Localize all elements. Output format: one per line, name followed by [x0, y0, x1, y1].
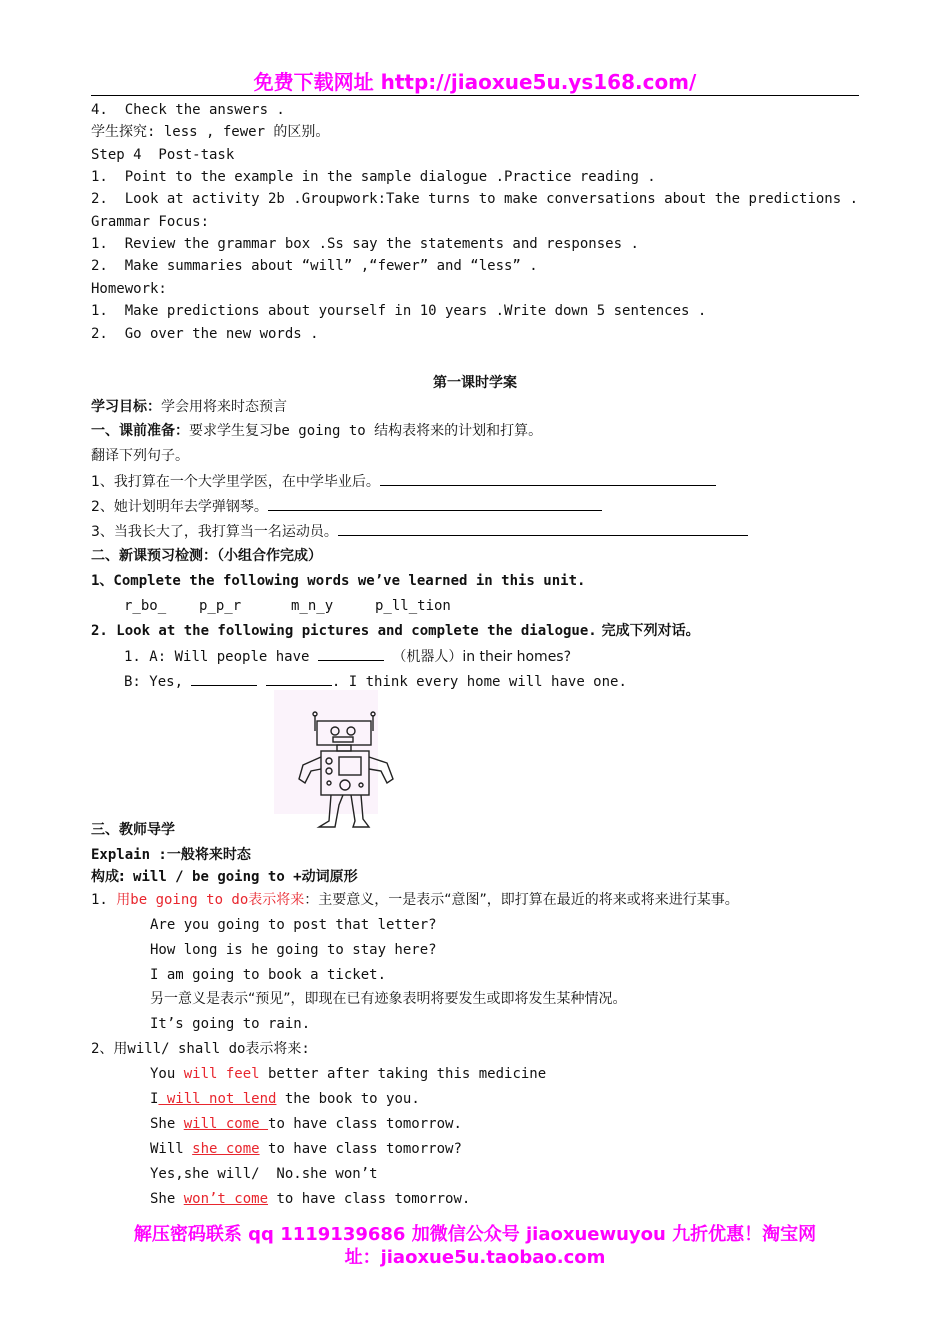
- text-line: 2. Go over the new words .: [91, 326, 319, 342]
- text-line: 1. Make predictions about yourself in 10 years .Write down 5 sentences .: [91, 303, 707, 319]
- second-meaning: 另一意义是表示“预见”，即现在已有迹象表明将要发生或即将发生某种情况。: [150, 991, 627, 1007]
- answer-blank[interactable]: [318, 646, 384, 661]
- text-line: 2. Look at activity 2b .Groupwork:Take turns to make conversations about the predictions .: [91, 191, 859, 207]
- word-blank: m_n_y: [291, 598, 334, 614]
- prep-text: 要求学生复习be going to 结构表将来的计划和打算。: [189, 423, 543, 439]
- example-sentence: She will come to have class tomorrow.: [150, 1116, 462, 1132]
- text-line: Step 4 Post-task: [91, 147, 235, 163]
- answer-blank[interactable]: [266, 671, 332, 686]
- text-line: Grammar Focus:: [91, 214, 210, 230]
- text-line: Homework:: [91, 281, 167, 297]
- translate-item: 3、当我长大了，我打算当一名运动员。: [91, 521, 748, 542]
- point-1: 1. 用be going to do表示将来：主要意义，一是表示“意图”，即打算在最近的将来或将来进行某事。: [91, 892, 739, 908]
- example-sentence: I will not lend the book to you.: [150, 1091, 420, 1107]
- example-sentence: How long is he going to stay here?: [150, 942, 437, 958]
- preview-question-1: 1、Complete the following words we’ve learned in this unit.: [91, 573, 586, 589]
- footer-line-2: 址：jiaoxue5u.taobao.com: [344, 1247, 606, 1268]
- text-line: 1. Review the grammar box .Ss say the statements and responses .: [91, 236, 639, 252]
- lesson-title: 第一课时学案: [433, 375, 517, 391]
- header-divider: [91, 95, 859, 96]
- text-line: 学生探究: less , fewer 的区别。: [91, 124, 330, 140]
- guide-heading: 三、教师导学: [91, 822, 175, 838]
- example-sentence: You will feel better after taking this medicine: [150, 1066, 547, 1082]
- dialogue-line-b: B: Yes, . I think every home will have one.: [124, 671, 627, 692]
- header-banner: 免费下载网址 http://jiaoxue5u.ys168.com/: [253, 70, 697, 94]
- robot-icon: [293, 709, 397, 833]
- example-sentence: She won’t come to have class tomorrow.: [150, 1191, 471, 1207]
- translate-item: 1、我打算在一个大学里学医，在中学毕业后。: [91, 471, 716, 492]
- text-line: 1. Point to the example in the sample dialogue .Practice reading .: [91, 169, 656, 185]
- answer-blank[interactable]: [268, 496, 602, 511]
- example-sentence: It’s going to rain.: [150, 1016, 311, 1032]
- point-2-heading: 2、用will/ shall do表示将来:: [91, 1041, 310, 1057]
- answer-blank[interactable]: [380, 471, 716, 486]
- robot-picture: [274, 690, 378, 814]
- word-blank: p_p_r: [199, 598, 242, 614]
- dialogue-line-a: 1. A: Will people have （机器人）in their homes?: [124, 646, 571, 667]
- answer-blank[interactable]: [191, 671, 257, 686]
- footer-line-1: 解压密码联系 qq 1119139686 加微信公众号 jiaoxuewuyou 九折优惠！淘宝网: [133, 1224, 817, 1245]
- preview-question-2: 2. Look at the following pictures and complete the dialogue. 完成下列对话。: [91, 623, 700, 639]
- prep-line: [91, 421, 542, 441]
- prep-label: 一、课前准备：: [91, 423, 189, 439]
- goal-text: 学会用将来时态预言: [161, 399, 287, 415]
- example-sentence: Yes,she will/ No.she won’t: [150, 1166, 378, 1182]
- translate-item: 2、她计划明年去学弹钢琴。: [91, 496, 602, 517]
- answer-blank[interactable]: [338, 521, 748, 536]
- preview-heading: 二、新课预习检测：（小组合作完成）: [91, 548, 322, 564]
- text-line: 4. Check the answers .: [91, 102, 285, 118]
- explain-line: Explain :一般将来时态: [91, 847, 251, 863]
- word-blank: p_ll_tion: [375, 598, 451, 614]
- goal-label: 学习目标：: [91, 399, 161, 415]
- learning-goal: [91, 397, 287, 417]
- example-sentence: I am going to book a ticket.: [150, 967, 387, 983]
- word-blank: r_bo_: [124, 598, 167, 614]
- example-sentence: Will she come to have class tomorrow?: [150, 1141, 462, 1157]
- structure-line: 构成: will / be going to +动词原形: [91, 869, 358, 885]
- example-sentence: Are you going to post that letter?: [150, 917, 437, 933]
- translate-intro: 翻译下列句子。: [91, 448, 189, 464]
- text-line: 2. Make summaries about “will” ,“fewer” and “less” .: [91, 258, 538, 274]
